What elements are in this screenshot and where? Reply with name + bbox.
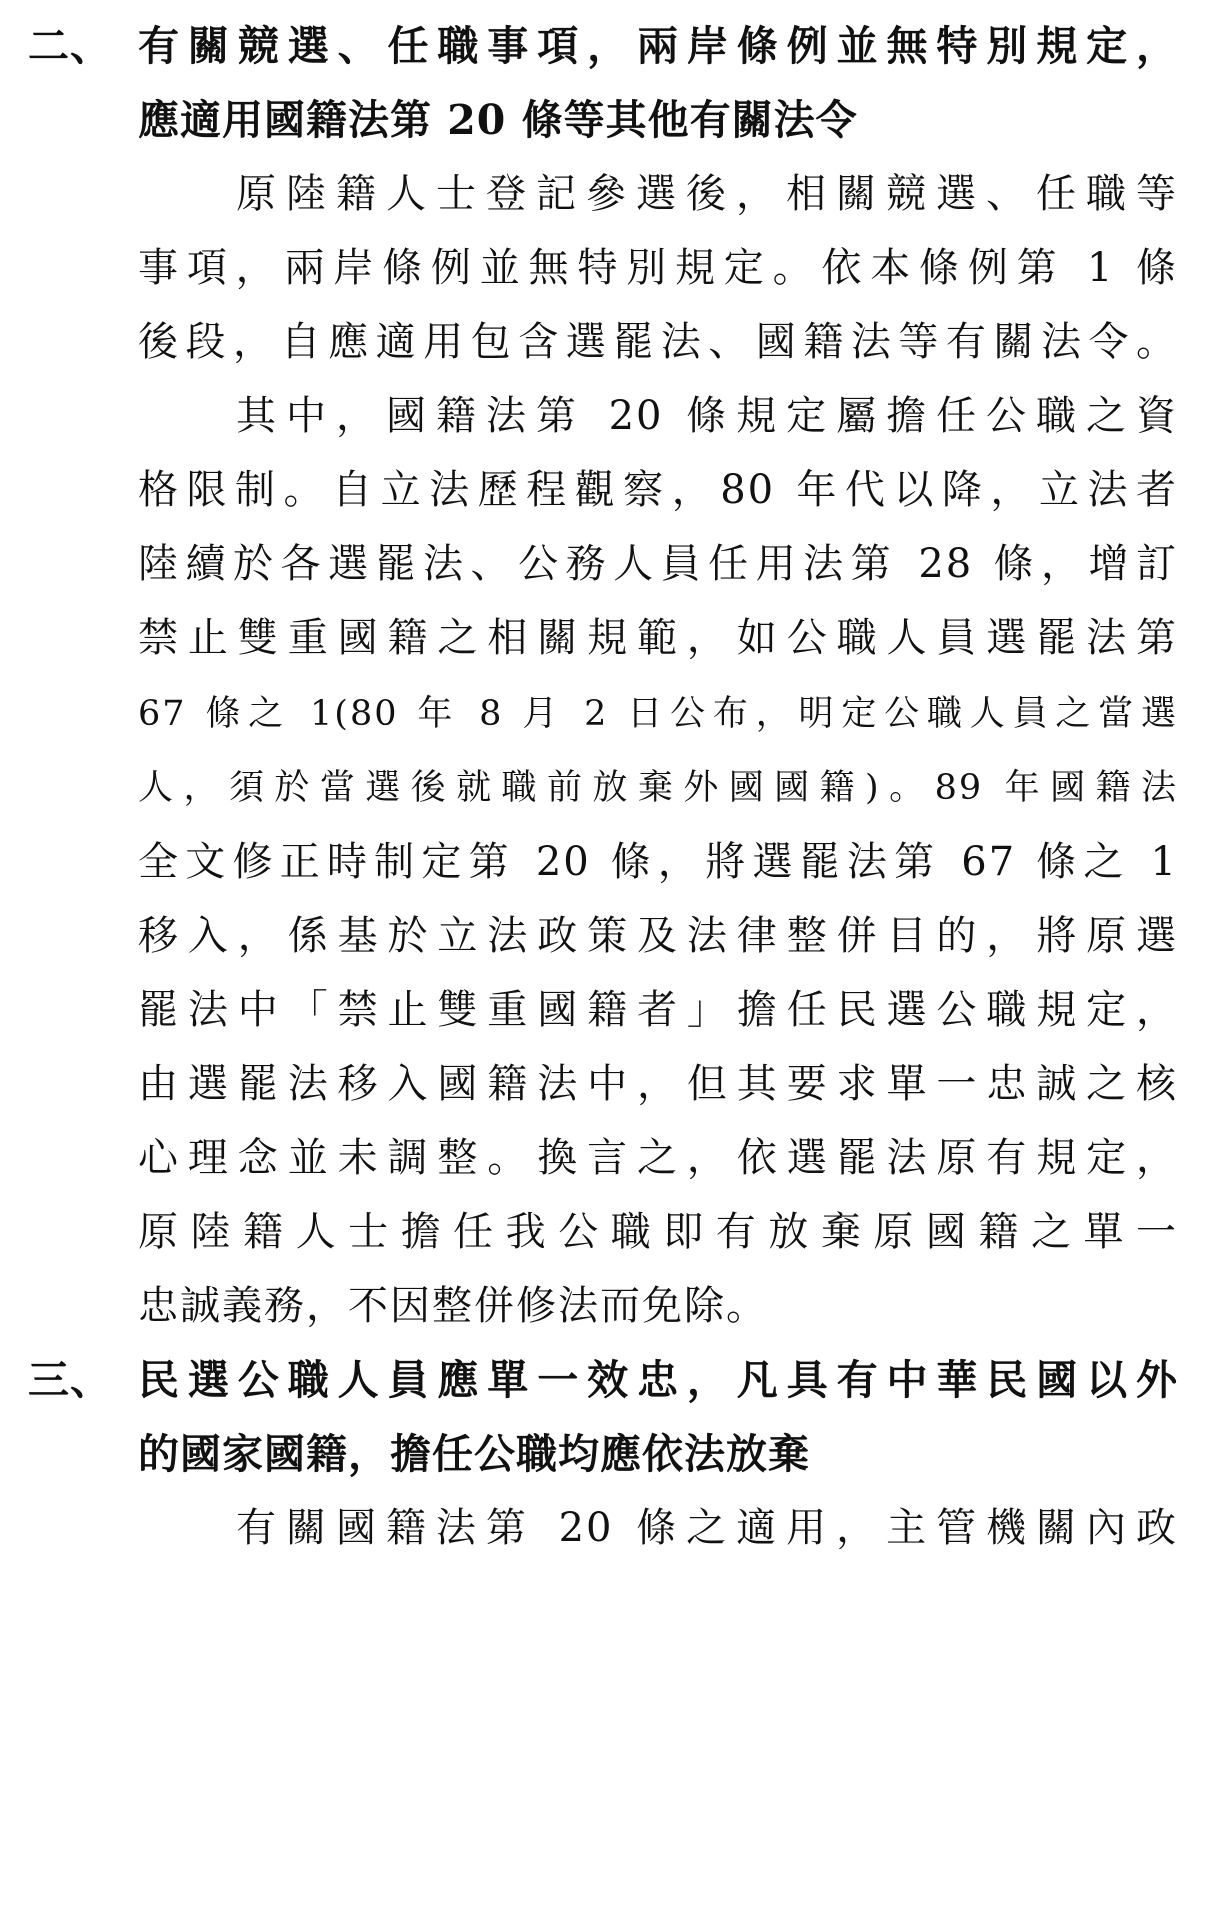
paragraph-line: 其中，國籍法第 20 條規定屬擔任公職之資	[236, 393, 1178, 439]
paragraph-line: 心理念並未調整。換言之，依選罷法原有規定，	[138, 1135, 1178, 1181]
section-2-heading-text-1: 有關競選、任職事項，兩岸條例並無特別規定，	[138, 22, 1178, 70]
paragraph-line: 全文修正時制定第 20 條，將選罷法第 67 條之 1	[138, 839, 1178, 885]
paragraph-line: 忠誠義務，不因整併修法而免除。	[138, 1283, 768, 1329]
paragraph-line: 罷法中「禁止雙重國籍者」擔任民選公職規定，	[138, 987, 1178, 1033]
section-2-heading-line-1	[0, 22, 1225, 70]
paragraph-line: 有關國籍法第 20 條之適用，主管機關內政	[236, 1505, 1178, 1551]
section-2-number: 二、	[28, 22, 112, 70]
paragraph-line: 事項，兩岸條例並無特別規定。依本條例第 1 條	[138, 245, 1178, 291]
paragraph-line: 67 條之 1(80 年 8 月 2 日公布，明定公職人員之當選	[138, 694, 1178, 734]
paragraph-line: 後段，自應適用包含選罷法、國籍法等有關法令。	[138, 319, 1178, 365]
paragraph-line: 禁止雙重國籍之相關規範，如公職人員選罷法第	[138, 615, 1178, 661]
section-3-heading-line-2	[0, 1430, 1225, 1478]
section-3-heading-line-1	[0, 1356, 1225, 1404]
section-3-number: 三、	[28, 1356, 112, 1404]
paragraph-line: 陸續於各選罷法、公務人員任用法第 28 條，增訂	[138, 541, 1178, 587]
section-2-heading-text-2: 應適用國籍法第 20 條等其他有關法令	[138, 96, 858, 144]
paragraph-line: 移入，係基於立法政策及法律整併目的，將原選	[138, 913, 1178, 959]
section-3-heading-text-2: 的國家國籍，擔任公職均應依法放棄	[138, 1430, 810, 1478]
paragraph-line: 原陸籍人士登記參選後，相關競選、任職等	[236, 171, 1178, 217]
section-3-heading-text-1: 民選公職人員應單一效忠，凡具有中華民國以外	[138, 1356, 1178, 1404]
section-2-heading-line-2	[0, 96, 1225, 144]
paragraph-line: 由選罷法移入國籍法中，但其要求單一忠誠之核	[138, 1061, 1178, 1107]
paragraph-line: 人，須於當選後就職前放棄外國國籍)。89 年國籍法	[138, 768, 1178, 808]
paragraph-line: 格限制。自立法歷程觀察，80 年代以降，立法者	[138, 467, 1178, 513]
paragraph-line: 原陸籍人士擔任我公職即有放棄原國籍之單一	[138, 1209, 1178, 1255]
